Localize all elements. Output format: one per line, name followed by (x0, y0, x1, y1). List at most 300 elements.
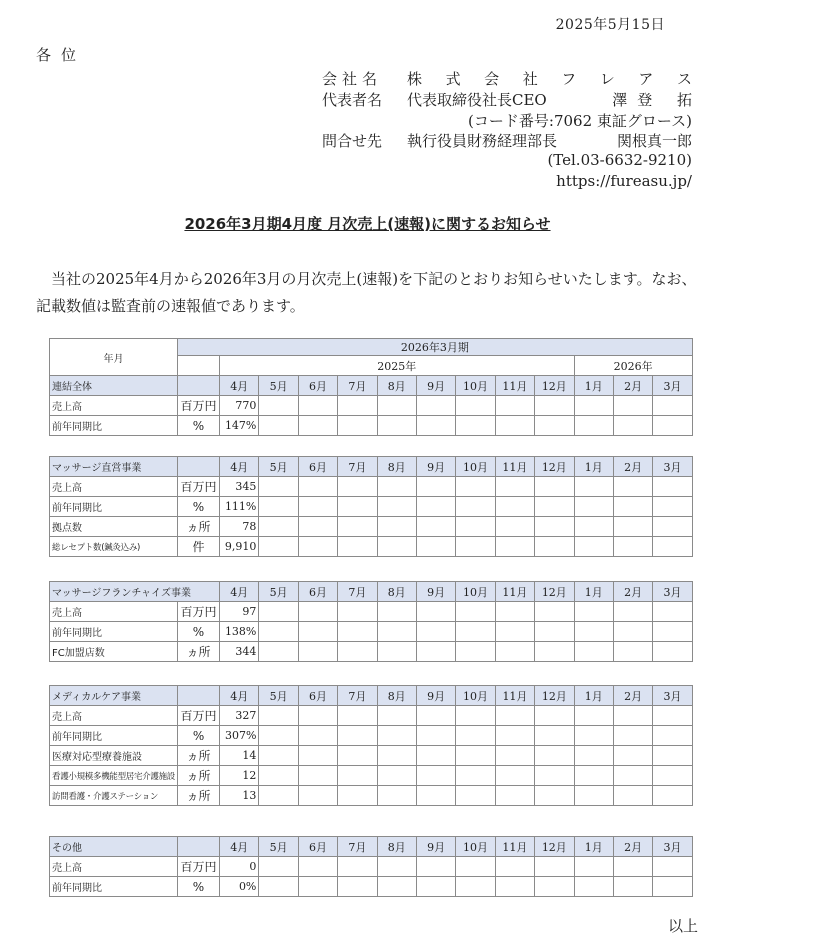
metric-value (338, 766, 377, 786)
month-header: 4月 (220, 376, 259, 396)
contact-title: 執行役員財務経理部長 (407, 132, 558, 150)
metric-value (495, 517, 534, 537)
metric-unit: ヵ所 (178, 517, 220, 537)
metric-value (574, 746, 613, 766)
representative-label: 代表者名 (322, 91, 383, 109)
month-header: 12月 (535, 686, 574, 706)
body-paragraph: 当社の2025年4月から2026年3月の月次売上(速報)を下記のとおりお知らせいたします。なお、記載数値は監査前の速報値であります。 (36, 270, 697, 315)
table-row (50, 396, 693, 416)
table-row (50, 877, 693, 897)
metric-value (259, 537, 298, 557)
metric-value: 0 (220, 857, 259, 877)
section-name: その他 (50, 837, 178, 857)
metric-value (613, 396, 652, 416)
company-label: 会社名 (322, 70, 383, 88)
metric-value (377, 642, 416, 662)
blank-cell (178, 356, 220, 376)
metric-value: 9,910 (220, 537, 259, 557)
metric-value (259, 706, 298, 726)
metric-value (613, 517, 652, 537)
metric-unit: % (178, 622, 220, 642)
metric-value (298, 786, 337, 806)
metric-value (298, 517, 337, 537)
metric-value: 97 (220, 602, 259, 622)
metric-value (298, 537, 337, 557)
month-header: 4月 (220, 457, 259, 477)
metric-value (416, 746, 455, 766)
metric-value: 78 (220, 517, 259, 537)
metric-value (456, 642, 495, 662)
metric-value (338, 786, 377, 806)
metric-value (416, 497, 455, 517)
metric-value (416, 416, 455, 436)
metric-value (377, 746, 416, 766)
section-header-row (50, 376, 693, 396)
metric-label: 売上高 (50, 857, 178, 877)
month-header: 11月 (495, 376, 534, 396)
month-header: 3月 (653, 582, 692, 602)
metric-value: 111% (220, 497, 259, 517)
month-header: 9月 (416, 457, 455, 477)
metric-value (338, 746, 377, 766)
month-header: 12月 (535, 376, 574, 396)
metric-value (535, 766, 574, 786)
metric-value (535, 746, 574, 766)
metric-value (298, 416, 337, 436)
month-header: 3月 (653, 376, 692, 396)
metric-value (653, 642, 692, 662)
metric-unit: ヵ所 (178, 642, 220, 662)
month-header: 8月 (377, 686, 416, 706)
month-header: 6月 (298, 837, 337, 857)
contact-tel: (Tel.03-6632-9210) (547, 151, 692, 169)
month-header: 2月 (613, 837, 652, 857)
metric-value (574, 766, 613, 786)
metric-value (298, 622, 337, 642)
month-header: 9月 (416, 582, 455, 602)
table-row (50, 477, 693, 497)
month-header: 9月 (416, 376, 455, 396)
month-header: 1月 (574, 376, 613, 396)
stock-code: (コード番号:7062 東証グロース) (468, 112, 692, 130)
table-row (50, 602, 693, 622)
metric-value (495, 396, 534, 416)
metric-value (613, 746, 652, 766)
month-header: 6月 (298, 582, 337, 602)
metric-value (535, 517, 574, 537)
metric-value (456, 766, 495, 786)
metric-value (416, 877, 455, 897)
month-header: 2月 (613, 457, 652, 477)
metric-value: 345 (220, 477, 259, 497)
month-header: 5月 (259, 457, 298, 477)
tel-row (322, 151, 692, 171)
metric-value (416, 537, 455, 557)
metric-value (574, 726, 613, 746)
metric-value: 770 (220, 396, 259, 416)
metric-value (259, 642, 298, 662)
metric-value (298, 877, 337, 897)
month-header: 7月 (338, 582, 377, 602)
metric-unit: % (178, 416, 220, 436)
metric-value (338, 497, 377, 517)
metric-value (535, 602, 574, 622)
metric-value (259, 477, 298, 497)
metric-value (613, 786, 652, 806)
section-name: マッサージフランチャイズ事業 (50, 582, 220, 602)
metric-value (416, 602, 455, 622)
metric-label: 売上高 (50, 477, 178, 497)
table-row (50, 726, 693, 746)
month-header: 9月 (416, 837, 455, 857)
metric-value (495, 786, 534, 806)
month-header: 1月 (574, 686, 613, 706)
metric-unit: 件 (178, 537, 220, 557)
metric-value (574, 642, 613, 662)
metric-value (338, 857, 377, 877)
metric-value (416, 396, 455, 416)
metric-value (613, 706, 652, 726)
metric-value (456, 396, 495, 416)
metric-value: 12 (220, 766, 259, 786)
representative-row (322, 89, 702, 109)
metric-unit: 百万円 (178, 706, 220, 726)
metric-label: FC加盟店数 (50, 642, 178, 662)
metric-value (613, 497, 652, 517)
metric-value (338, 477, 377, 497)
metric-value (495, 537, 534, 557)
unit-header-blank (178, 376, 220, 396)
metric-value (495, 497, 534, 517)
metric-value (298, 706, 337, 726)
metric-value (456, 477, 495, 497)
representative-title: 代表取締役社長CEO (407, 91, 547, 109)
unit-header-blank (178, 686, 220, 706)
metric-unit: 百万円 (178, 602, 220, 622)
metric-value (653, 416, 692, 436)
month-header: 6月 (298, 457, 337, 477)
company-name: 株 式 会 社 フ レ ア ス (407, 70, 692, 88)
metric-value (535, 786, 574, 806)
section-header-row (50, 686, 693, 706)
month-header: 1月 (574, 582, 613, 602)
metric-unit: ヵ所 (178, 746, 220, 766)
metric-value (259, 517, 298, 537)
metric-label: 前年同期比 (50, 622, 178, 642)
month-header: 10月 (456, 376, 495, 396)
metric-value (613, 416, 652, 436)
section-header-row (50, 582, 693, 602)
table-row (50, 517, 693, 537)
month-header: 7月 (338, 686, 377, 706)
metric-value (377, 706, 416, 726)
metric-value (574, 517, 613, 537)
metric-label: 訪問看護・介護ステーション (50, 786, 178, 806)
metric-value (574, 877, 613, 897)
metric-value (259, 622, 298, 642)
metric-value (653, 766, 692, 786)
month-header: 8月 (377, 376, 416, 396)
metric-unit: 百万円 (178, 857, 220, 877)
metric-value (377, 622, 416, 642)
metric-label: 前年同期比 (50, 497, 178, 517)
month-header: 9月 (416, 686, 455, 706)
metric-value (298, 726, 337, 746)
month-header: 4月 (220, 582, 259, 602)
table-row (50, 857, 693, 877)
metric-value (338, 622, 377, 642)
metric-value (298, 602, 337, 622)
table-row (50, 746, 693, 766)
metric-value (653, 857, 692, 877)
metric-value (377, 416, 416, 436)
metric-value (298, 766, 337, 786)
metric-value (338, 706, 377, 726)
metric-value (495, 877, 534, 897)
metric-value (495, 766, 534, 786)
section-table (49, 685, 693, 806)
metric-value (416, 786, 455, 806)
metric-value (574, 477, 613, 497)
metric-label: 売上高 (50, 706, 178, 726)
metric-value (495, 726, 534, 746)
section-table (49, 581, 693, 662)
table-row (50, 537, 693, 557)
month-header: 5月 (259, 837, 298, 857)
fiscal-header-row (50, 339, 693, 356)
metric-value (653, 786, 692, 806)
metric-value (377, 477, 416, 497)
metric-value (416, 622, 455, 642)
metric-value (495, 416, 534, 436)
metric-value (613, 766, 652, 786)
metric-value (535, 857, 574, 877)
table-row (50, 622, 693, 642)
metric-value (416, 726, 455, 746)
metric-value (298, 642, 337, 662)
month-header: 12月 (535, 837, 574, 857)
month-header: 12月 (535, 457, 574, 477)
metric-value (495, 857, 534, 877)
metric-value (653, 396, 692, 416)
metric-value (535, 622, 574, 642)
month-header: 10月 (456, 686, 495, 706)
metric-value (377, 497, 416, 517)
metric-value (259, 786, 298, 806)
metric-value (535, 497, 574, 517)
company-url[interactable]: https://fureasu.jp/ (556, 172, 692, 190)
section-table (49, 456, 693, 557)
metric-value (653, 726, 692, 746)
metric-value (338, 726, 377, 746)
metric-value (574, 706, 613, 726)
metric-label: 医療対応型療養施設 (50, 746, 178, 766)
month-header: 11月 (495, 582, 534, 602)
month-header: 2月 (613, 686, 652, 706)
metric-value (298, 477, 337, 497)
section-table (49, 836, 693, 897)
metric-unit: % (178, 877, 220, 897)
metric-value (456, 786, 495, 806)
section-name: 連結全体 (50, 376, 178, 396)
month-header: 7月 (338, 837, 377, 857)
section-header-row (50, 837, 693, 857)
metric-unit: ヵ所 (178, 786, 220, 806)
metric-label: 売上高 (50, 396, 178, 416)
metric-value (574, 416, 613, 436)
month-header: 11月 (495, 457, 534, 477)
metric-value (338, 537, 377, 557)
metric-label: 拠点数 (50, 517, 178, 537)
metric-value (377, 726, 416, 746)
metric-value (653, 517, 692, 537)
metric-value (298, 857, 337, 877)
metric-value: 307% (220, 726, 259, 746)
month-header: 8月 (377, 582, 416, 602)
metric-value (535, 396, 574, 416)
metric-value (338, 877, 377, 897)
table-row (50, 706, 693, 726)
metric-value (377, 857, 416, 877)
section-header-row (50, 457, 693, 477)
contact-row (322, 130, 692, 150)
metric-value (653, 477, 692, 497)
metric-value: 0% (220, 877, 259, 897)
metric-unit: 百万円 (178, 396, 220, 416)
metric-unit: 百万円 (178, 477, 220, 497)
metric-value (613, 537, 652, 557)
metric-value (613, 602, 652, 622)
company-row (322, 68, 692, 88)
month-header: 4月 (220, 837, 259, 857)
metric-value (456, 746, 495, 766)
metric-label: 前年同期比 (50, 877, 178, 897)
metric-value (259, 857, 298, 877)
metric-value (456, 706, 495, 726)
metric-value (535, 726, 574, 746)
month-header: 4月 (220, 686, 259, 706)
metric-value (416, 642, 455, 662)
table-row (50, 497, 693, 517)
metric-value (338, 517, 377, 537)
metric-value (259, 602, 298, 622)
metric-value (535, 477, 574, 497)
metric-value (259, 726, 298, 746)
metric-label: 売上高 (50, 602, 178, 622)
metric-value: 147% (220, 416, 259, 436)
metric-value (456, 416, 495, 436)
metric-value (535, 537, 574, 557)
metric-value (298, 396, 337, 416)
metric-value (495, 746, 534, 766)
metric-value (574, 602, 613, 622)
metric-value (613, 857, 652, 877)
metric-value (535, 706, 574, 726)
metric-label: 前年同期比 (50, 726, 178, 746)
closing-mark: 以上 (668, 917, 699, 935)
metric-value (574, 786, 613, 806)
contact-name: 関根真一郎 (616, 132, 692, 150)
metric-value (377, 537, 416, 557)
metric-value (338, 642, 377, 662)
metric-value: 344 (220, 642, 259, 662)
month-header: 8月 (377, 837, 416, 857)
release-date: 2025年5月15日 (555, 17, 665, 33)
month-header: 11月 (495, 686, 534, 706)
metric-value (653, 602, 692, 622)
metric-value (613, 622, 652, 642)
table-row (50, 786, 693, 806)
year-2026: 2026年 (574, 356, 692, 376)
metric-value (456, 517, 495, 537)
year-2025: 2025年 (220, 356, 575, 376)
month-header: 10月 (456, 837, 495, 857)
month-header: 6月 (298, 376, 337, 396)
metric-value (535, 416, 574, 436)
section-name: マッサージ直営事業 (50, 457, 178, 477)
metric-value (259, 746, 298, 766)
metric-value (259, 416, 298, 436)
metric-value (495, 642, 534, 662)
url-row (322, 172, 692, 192)
table-row (50, 642, 693, 662)
metric-value (653, 622, 692, 642)
month-header: 11月 (495, 837, 534, 857)
row-label-header: 年月 (50, 339, 178, 376)
metric-value (259, 497, 298, 517)
month-header: 3月 (653, 837, 692, 857)
month-header: 2月 (613, 582, 652, 602)
metric-value (377, 602, 416, 622)
representative-name: 澤登 拓 (612, 91, 702, 109)
month-header: 8月 (377, 457, 416, 477)
month-header: 5月 (259, 582, 298, 602)
metric-value (456, 497, 495, 517)
month-header: 10月 (456, 457, 495, 477)
metric-value (456, 877, 495, 897)
metric-value (613, 877, 652, 897)
fiscal-period: 2026年3月期 (178, 339, 693, 356)
contact-label: 問合せ先 (322, 132, 383, 150)
metric-value (495, 602, 534, 622)
month-header: 7月 (338, 457, 377, 477)
unit-header-blank (178, 457, 220, 477)
metric-value: 14 (220, 746, 259, 766)
month-header: 10月 (456, 582, 495, 602)
metric-value (653, 746, 692, 766)
metric-value (495, 622, 534, 642)
metric-value (259, 766, 298, 786)
metric-value (574, 537, 613, 557)
month-header: 3月 (653, 457, 692, 477)
section-table (49, 338, 693, 436)
metric-value (416, 857, 455, 877)
metric-value (456, 857, 495, 877)
metric-value: 327 (220, 706, 259, 726)
metric-value (456, 602, 495, 622)
month-header: 12月 (535, 582, 574, 602)
document-title: 2026年3月期4月度 月次売上(速報)に関するお知らせ (184, 215, 551, 233)
month-header: 7月 (338, 376, 377, 396)
metric-value (613, 477, 652, 497)
metric-value (653, 706, 692, 726)
metric-unit: % (178, 726, 220, 746)
metric-label: 総レセプト数(鍼灸込み) (50, 537, 178, 557)
metric-value (574, 497, 613, 517)
metric-unit: % (178, 497, 220, 517)
month-header: 5月 (259, 686, 298, 706)
month-header: 1月 (574, 837, 613, 857)
